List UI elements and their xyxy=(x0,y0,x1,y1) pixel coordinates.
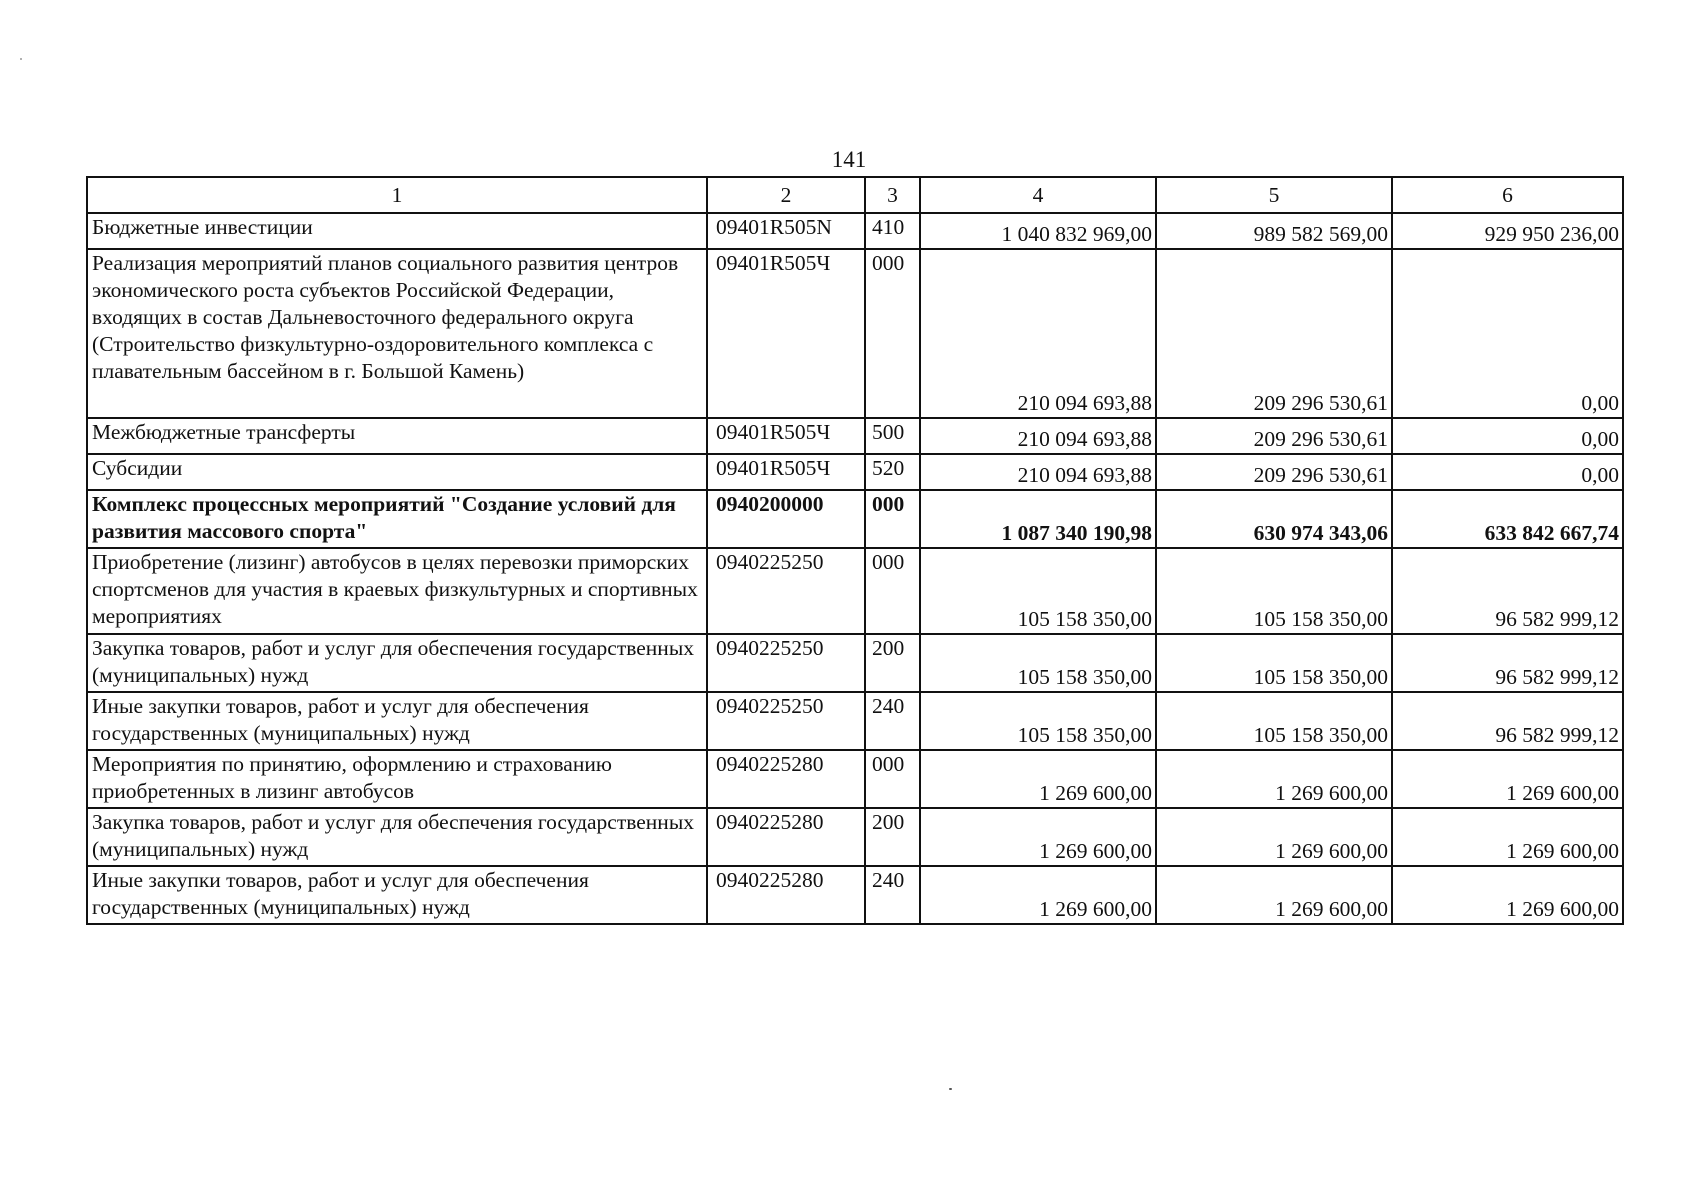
row-value-2025-cell: 96 582 999,12 xyxy=(1392,634,1623,692)
row-value-2023-cell: 105 158 350,00 xyxy=(920,692,1156,750)
row-value-2023-cell: 1 269 600,00 xyxy=(920,866,1156,924)
table-row xyxy=(87,808,1623,866)
table-row xyxy=(87,490,1623,548)
row-expense-type-cell: 500 xyxy=(865,418,920,454)
row-value-2024-cell: 1 269 600,00 xyxy=(1156,808,1392,866)
row-expense-type-cell: 000 xyxy=(865,249,920,418)
row-value-2024-cell: 105 158 350,00 xyxy=(1156,548,1392,634)
table-row xyxy=(87,213,1623,249)
row-value-2025-cell: 0,00 xyxy=(1392,418,1623,454)
row-value-2024-cell: 209 296 530,61 xyxy=(1156,454,1392,490)
column-header-4: 4 xyxy=(920,177,1156,213)
row-value-2025-cell: 0,00 xyxy=(1392,249,1623,418)
row-expense-type-cell: 000 xyxy=(865,548,920,634)
table-header-row xyxy=(87,177,1623,213)
table-row xyxy=(87,866,1623,924)
table-row xyxy=(87,548,1623,634)
row-code-cell: 0940200000 xyxy=(707,490,865,548)
row-value-2023-cell: 1 040 832 969,00 xyxy=(920,213,1156,249)
row-code-cell: 0940225280 xyxy=(707,808,865,866)
table-row xyxy=(87,454,1623,490)
row-value-2024-cell: 105 158 350,00 xyxy=(1156,692,1392,750)
row-name-cell: Межбюджетные трансферты xyxy=(87,418,707,454)
row-value-2025-cell: 929 950 236,00 xyxy=(1392,213,1623,249)
row-name-cell: Закупка товаров, работ и услуг для обеспечения государственных (муниципальных) нужд xyxy=(87,808,707,866)
row-expense-type-cell: 240 xyxy=(865,866,920,924)
row-value-2024-cell: 209 296 530,61 xyxy=(1156,418,1392,454)
row-value-2024-cell: 1 269 600,00 xyxy=(1156,866,1392,924)
row-value-2023-cell: 105 158 350,00 xyxy=(920,634,1156,692)
row-code-cell: 0940225250 xyxy=(707,548,865,634)
row-value-2024-cell: 209 296 530,61 xyxy=(1156,249,1392,418)
row-code-cell: 0940225250 xyxy=(707,692,865,750)
row-value-2025-cell: 96 582 999,12 xyxy=(1392,548,1623,634)
page-number: 141 xyxy=(831,147,867,172)
row-value-2023-cell: 1 087 340 190,98 xyxy=(920,490,1156,548)
row-name-cell: Субсидии xyxy=(87,454,707,490)
row-name-cell: Иные закупки товаров, работ и услуг для обеспечения государственных (муниципальных) нужд xyxy=(87,866,707,924)
table-body xyxy=(87,213,1623,924)
row-expense-type-cell: 240 xyxy=(865,692,920,750)
row-name-cell: Реализация мероприятий планов социального развития центров экономического роста субъектов Российской Федерации, входящих в состав Дальневосточного федерального округа (Строительство физкультурно-оздоровительного комплекса с плавательным бассейном в г. Большой Камень) xyxy=(87,249,707,418)
scan-speck xyxy=(949,1088,952,1090)
row-value-2025-cell: 96 582 999,12 xyxy=(1392,692,1623,750)
row-expense-type-cell: 200 xyxy=(865,808,920,866)
row-code-cell: 0940225280 xyxy=(707,750,865,808)
row-value-2023-cell: 1 269 600,00 xyxy=(920,750,1156,808)
row-value-2025-cell: 1 269 600,00 xyxy=(1392,866,1623,924)
row-expense-type-cell: 410 xyxy=(865,213,920,249)
table-row xyxy=(87,418,1623,454)
row-value-2023-cell: 210 094 693,88 xyxy=(920,454,1156,490)
row-value-2024-cell: 630 974 343,06 xyxy=(1156,490,1392,548)
row-name-cell: Мероприятия по принятию, оформлению и страхованию приобретенных в лизинг автобусов xyxy=(87,750,707,808)
row-name-cell: Приобретение (лизинг) автобусов в целях перевозки приморских спортсменов для участия в краевых физкультурных и спортивных мероприятиях xyxy=(87,548,707,634)
row-name-cell: Комплекс процессных мероприятий "Создание условий для развития массового спорта" xyxy=(87,490,707,548)
row-name-cell: Бюджетные инвестиции xyxy=(87,213,707,249)
row-value-2024-cell: 1 269 600,00 xyxy=(1156,750,1392,808)
row-code-cell: 09401R505Ч xyxy=(707,249,865,418)
row-value-2025-cell: 0,00 xyxy=(1392,454,1623,490)
row-expense-type-cell: 200 xyxy=(865,634,920,692)
row-code-cell: 09401R505Ч xyxy=(707,454,865,490)
row-value-2023-cell: 1 269 600,00 xyxy=(920,808,1156,866)
row-value-2024-cell: 989 582 569,00 xyxy=(1156,213,1392,249)
column-header-3: 3 xyxy=(865,177,920,213)
column-header-2: 2 xyxy=(707,177,865,213)
row-name-cell: Закупка товаров, работ и услуг для обеспечения государственных (муниципальных) нужд xyxy=(87,634,707,692)
row-value-2025-cell: 1 269 600,00 xyxy=(1392,808,1623,866)
row-code-cell: 0940225280 xyxy=(707,866,865,924)
row-code-cell: 09401R505N xyxy=(707,213,865,249)
row-expense-type-cell: 000 xyxy=(865,490,920,548)
table-row xyxy=(87,692,1623,750)
table-row xyxy=(87,634,1623,692)
row-value-2023-cell: 210 094 693,88 xyxy=(920,418,1156,454)
row-name-cell: Иные закупки товаров, работ и услуг для обеспечения государственных (муниципальных) нужд xyxy=(87,692,707,750)
row-code-cell: 09401R505Ч xyxy=(707,418,865,454)
scan-speck xyxy=(20,58,22,60)
row-expense-type-cell: 000 xyxy=(865,750,920,808)
row-code-cell: 0940225250 xyxy=(707,634,865,692)
row-value-2024-cell: 105 158 350,00 xyxy=(1156,634,1392,692)
row-value-2025-cell: 1 269 600,00 xyxy=(1392,750,1623,808)
column-header-1: 1 xyxy=(87,177,707,213)
column-header-5: 5 xyxy=(1156,177,1392,213)
column-header-6: 6 xyxy=(1392,177,1623,213)
table-row xyxy=(87,750,1623,808)
row-value-2023-cell: 105 158 350,00 xyxy=(920,548,1156,634)
row-value-2023-cell: 210 094 693,88 xyxy=(920,249,1156,418)
row-expense-type-cell: 520 xyxy=(865,454,920,490)
row-value-2025-cell: 633 842 667,74 xyxy=(1392,490,1623,548)
budget-table xyxy=(86,176,1624,925)
table-row xyxy=(87,249,1623,418)
